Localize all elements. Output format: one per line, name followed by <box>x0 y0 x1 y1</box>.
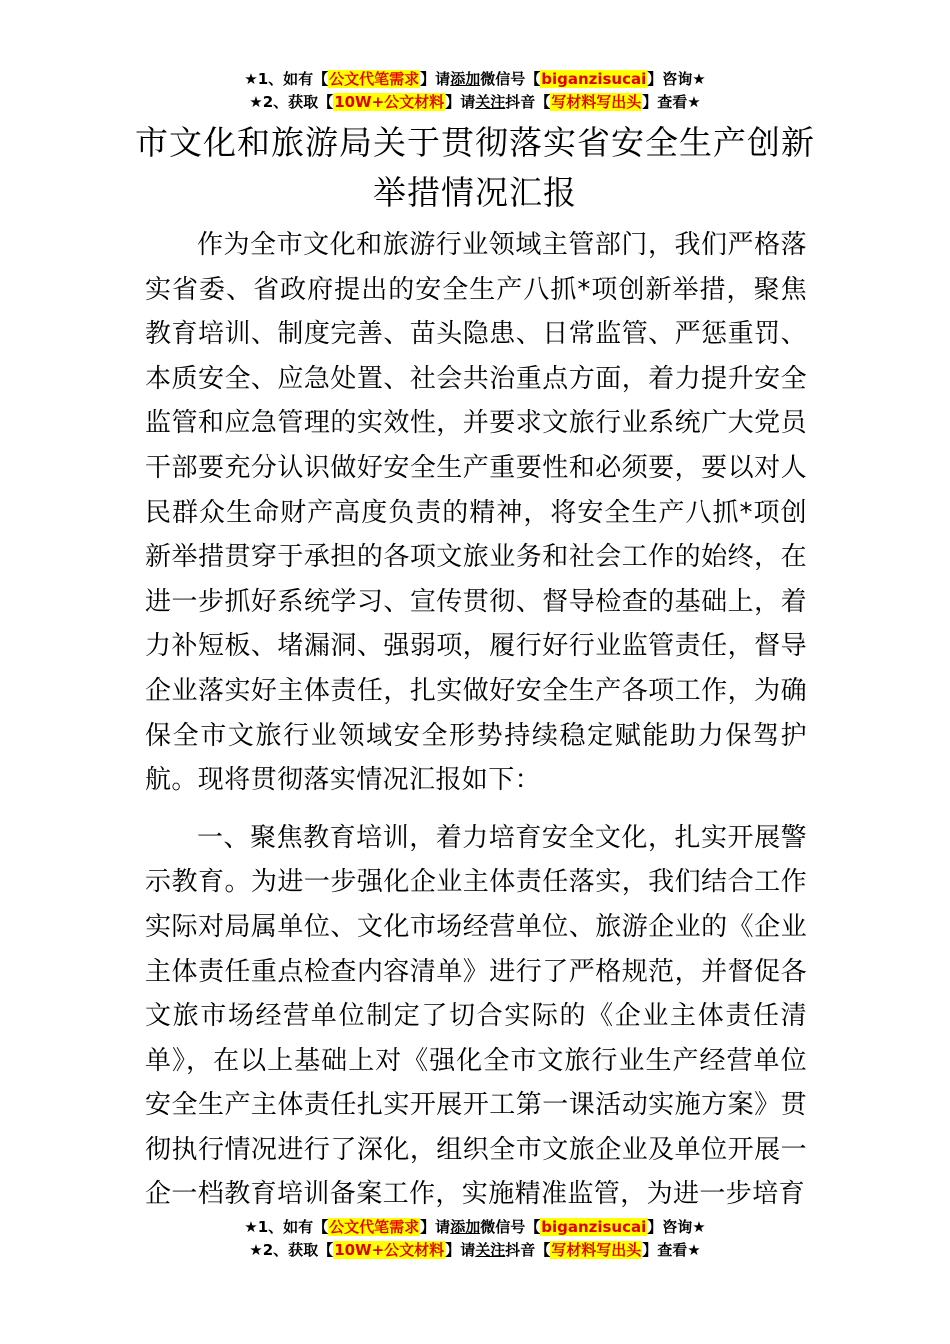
banner-text: 】请 <box>420 1218 451 1236</box>
banner-wechat-id: biganzisucai <box>541 1218 647 1236</box>
banner-text: 关注 <box>475 1241 506 1259</box>
banner-text: 添加 <box>450 1218 481 1236</box>
banner-text: 】请 <box>420 70 451 88</box>
top-banner <box>0 68 950 114</box>
banner-text: 】请 <box>445 1241 476 1259</box>
banner-text: ★2、获取【 <box>249 1241 334 1259</box>
banner-text: ★1、如有【 <box>244 70 329 88</box>
banner-text: 】咨询★ <box>647 70 706 88</box>
banner-text: ★2、获取【 <box>249 93 334 111</box>
document-title: 市文化和旅游局关于贯彻落实省安全生产创新举措情况汇报 <box>135 123 815 212</box>
banner-text: 添加 <box>450 70 481 88</box>
paragraph-section-1: 一、聚焦教育培训，着力培育安全文化，扎实开展警示教育。为进一步强化企业主体责任落实，我们结合工作实际对局属单位、文化市场经营单位、旅游企业的《企业主体责任重点检查内容清单》进行了严格规范，并督促各文旅市场经营单位制定了切合实际的《企业主体责任清单》，在以上基础上对《强化全市文旅行业生产经营单位安全生产主体责任扎实开展开工第一课活动实施方案》贯彻执行情况进行了深化，组织全市文旅企业及单位开展一企一档教育培训备案工作，实施精准监管，为进一步培育 <box>145 822 807 1210</box>
banner-text: 抖音【 <box>505 93 551 111</box>
banner-wechat-id: biganzisucai <box>541 70 647 88</box>
banner-highlight: 公文代笔需求 <box>329 70 420 88</box>
banner-text: ★1、如有【 <box>244 1218 329 1236</box>
banner-highlight: 10W+公文材料 <box>334 1241 445 1259</box>
banner-text: 】咨询★ <box>647 1218 706 1236</box>
banner-text: 微信号【 <box>480 1218 541 1236</box>
banner-line-2 <box>0 91 950 114</box>
banner-text: 】请 <box>445 93 476 111</box>
banner-highlight: 10W+公文材料 <box>334 93 445 111</box>
banner-text: 关注 <box>475 93 506 111</box>
banner-line-1 <box>0 68 950 91</box>
paragraph-intro: 作为全市文化和旅游行业领域主管部门，我们严格落实省委、省政府提出的安全生产八抓*项创新举措，聚焦教育培训、制度完善、苗头隐患、日常监管、严惩重罚、本质安全、应急处置、社会共治重点方面，着力提升安全监管和应急管理的实效性，并要求文旅行业系统广大党员干部要充分认识做好安全生产重要性和必须要，要以对人民群众生命财产高度负责的精神，将安全生产八抓*项创新举措贯穿于承担的各项文旅业务和社会工作的始终，在进一步抓好系统学习、宣传贯彻、督导检查的基础上，着力补短板、堵漏洞、强弱项，履行好行业监管责任，督导企业落实好主体责任，扎实做好安全生产各项工作，为确保全市文旅行业领域安全形势持续稳定赋能助力保驾护航。现将贯彻落实情况汇报如下： <box>145 230 807 796</box>
banner-line-1 <box>0 1216 950 1239</box>
banner-line-2 <box>0 1239 950 1262</box>
banner-text: 微信号【 <box>480 70 541 88</box>
banner-text: 抖音【 <box>505 1241 551 1259</box>
banner-douyin-id: 写材料写出头 <box>551 93 642 111</box>
banner-text: 】查看★ <box>642 1241 701 1259</box>
document-body <box>145 223 807 1217</box>
banner-text: 】查看★ <box>642 93 701 111</box>
banner-douyin-id: 写材料写出头 <box>551 1241 642 1259</box>
bottom-banner <box>0 1216 950 1262</box>
banner-highlight: 公文代笔需求 <box>329 1218 420 1236</box>
